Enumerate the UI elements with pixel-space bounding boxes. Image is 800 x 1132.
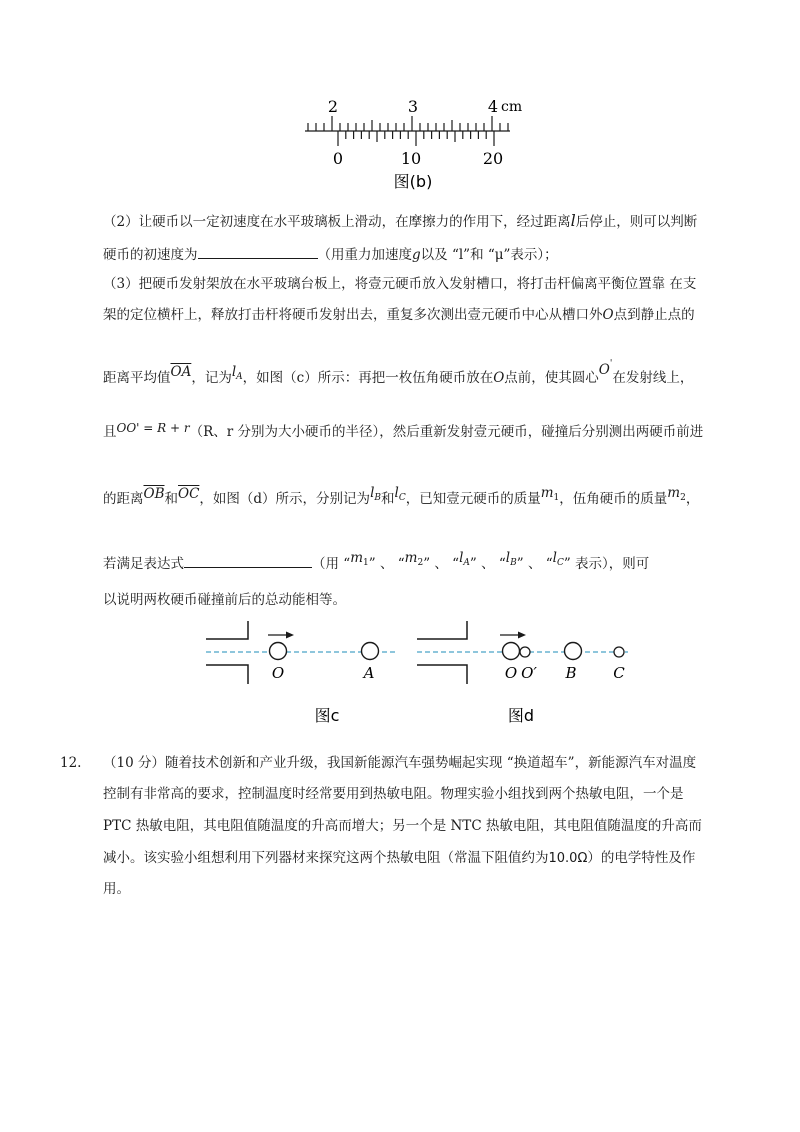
resistance-value: 10.0Ω — [548, 851, 588, 866]
q12-line2: 控制有非常高的要求，控制温度时经常要用到热敏电阻。物理实验小组找到两个热敏电阻，一个是 — [103, 786, 684, 802]
symbol-m2: $m_2$ — [667, 485, 686, 503]
symbol-lA: $l_A$ — [231, 364, 243, 382]
symbol-lB: $l_B$ — [370, 485, 382, 503]
label-C: C — [613, 664, 625, 682]
launcher-slot-bottom-d — [417, 665, 467, 684]
p3-line7: 以说明两枚硬币碰撞前后的总动能相等。 — [103, 592, 346, 608]
symbol-m1: $m_1$ — [540, 485, 560, 503]
overline-OB: $\overline{OB}$ — [143, 486, 165, 502]
main-label-3: 3 — [407, 97, 419, 116]
velocity-arrowhead-d — [518, 632, 526, 639]
vernier-scale-figure — [290, 92, 540, 197]
figure-c — [206, 621, 398, 725]
vernier-label-10: 10 — [400, 149, 422, 168]
answer-blank-velocity[interactable] — [198, 244, 318, 259]
figure-b-caption: 图(b) — [393, 172, 433, 191]
p3-line6: 若满足表达式 （用 “$m_1$” 、 “$m_2$” 、 “$l_A$” 、 “$l_B$” 、 “$l_C$” 表示），则可 — [103, 550, 650, 572]
q12-line3: PTC 热敏电阻，其电阻值随温度的升高而增大；另一个是 NTC 热敏电阻，其电阻值随温度的升高而 — [103, 818, 702, 834]
vernier-label-0: 0 — [332, 149, 344, 168]
main-label-4: 4 — [487, 97, 499, 116]
coin-at-B — [565, 643, 582, 660]
vernier-scale — [338, 131, 494, 146]
coin-at-O-d — [503, 643, 520, 660]
p3-line4: 且OO' = R + r（R、r 分别为大小硬币的半径），然后重新发射壹元硬币，碰撞后分别测出两硬币前进 — [103, 421, 704, 440]
symbol-lC: $l_C$ — [394, 485, 406, 503]
figure-d — [417, 621, 628, 725]
vernier-label-20: 20 — [482, 149, 504, 168]
launcher-slot-top — [206, 621, 248, 639]
label-O-prime: O′ — [521, 664, 537, 682]
collision-figures — [200, 615, 650, 730]
unit-label: cm — [501, 99, 523, 115]
q12-line5: 用。 — [103, 881, 130, 897]
p3-line1: （3）把硬币发射架放在水平玻璃台板上，将壹元硬币放入发射槽口，将打击杆偏离平衡位置靠 在支 — [103, 276, 697, 292]
p3-line5: 的距离$\overline{OB}$和$\overline{OC}$，如图（d）所示，分别记为$l_B$和$l_C$，已知壹元硬币的质量$m_1$，伍角硬币的质量$m_2$， — [103, 485, 700, 507]
figure-d-caption: 图d — [507, 706, 535, 725]
small-coin-at-O-prime — [520, 647, 530, 657]
launcher-slot-bottom — [206, 665, 248, 684]
q12-number: 12. — [60, 755, 82, 771]
coin-at-A — [362, 643, 379, 660]
figure-c-caption: 图c — [314, 706, 340, 725]
velocity-arrowhead-c — [286, 632, 294, 639]
main-label-2: 2 — [327, 97, 339, 116]
small-coin-at-C — [614, 647, 624, 657]
p3-line3: 距离平均值$\overline{OA}$，记为$l_A$，如图（c）所示：再把一枚伍角硬币放在O点前，使其圆心O'在发射线上， — [103, 359, 694, 386]
p3-line2: 架的定位横杆上，释放打击杆将硬币发射出去，重复多次测出壹元硬币中心从槽口外O点到静止点的 — [103, 307, 695, 323]
symbol-O-prime: O' — [598, 359, 613, 378]
p2-line1: （2）让硬币以一定初速度在水平玻璃板上滑动，在摩擦力的作用下，经过距离l后停止，则可以判断 — [103, 211, 698, 230]
label-O-c: O — [271, 664, 285, 682]
main-scale — [308, 116, 508, 131]
coin-at-O-c — [270, 643, 287, 660]
label-O-d: O — [504, 664, 518, 682]
launcher-slot-top-d — [417, 621, 467, 639]
q12-line4: 减小。该实验小组想利用下列器材来探究这两个热敏电阻（常温下阻值约为10.0Ω）的电学特性及作 — [103, 850, 696, 866]
label-B: B — [565, 664, 577, 682]
label-A: A — [363, 664, 375, 682]
answer-blank-expression[interactable] — [184, 553, 312, 568]
q12-line1: （10 分）随着技术创新和产业升级，我国新能源汽车强势崛起实现 “换道超车”，新能源汽车对温度 — [103, 755, 697, 771]
equation-OO-prime: OO' = R + r — [116, 421, 190, 435]
overline-OC: $\overline{OC}$ — [178, 486, 200, 502]
overline-OA: $\overline{OA}$ — [170, 364, 192, 380]
var-l: l — [570, 211, 576, 230]
p2-line2: 硬币的初速度为 （用重力加速度g以及 “l”和 “μ”表示）； — [103, 244, 558, 265]
